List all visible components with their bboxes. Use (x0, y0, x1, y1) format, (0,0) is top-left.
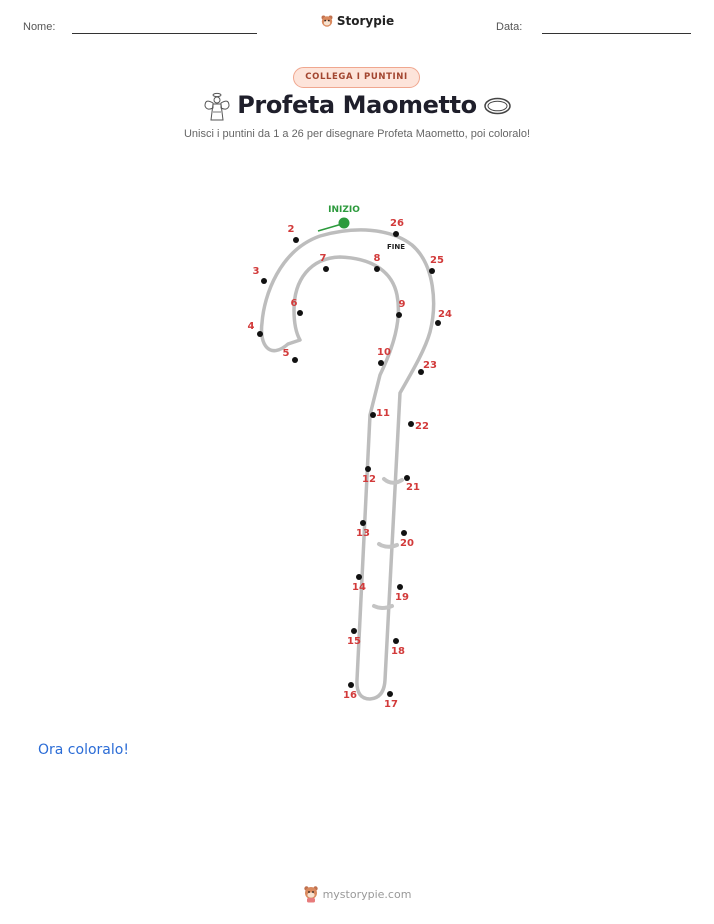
puzzle-dot (257, 331, 263, 337)
dots-layer (248, 218, 452, 711)
dot-number: 13 (356, 528, 370, 539)
puzzle-dot (397, 584, 403, 590)
footer-site: mystorypie.com (322, 887, 412, 901)
puzzle-dot (401, 530, 407, 536)
dot-number: 9 (398, 299, 406, 310)
dot-number: 24 (438, 309, 452, 320)
dot-number: 20 (400, 538, 414, 549)
dot-number: 4 (247, 321, 255, 332)
puzzle-dot (396, 312, 402, 318)
brand-name: Storypie (336, 14, 395, 28)
instructions: Unisci i puntini da 1 a 26 per disegnare Profeta Maometto, poi coloralo! (183, 128, 531, 140)
puzzle-dot (387, 691, 393, 697)
dot-number: 14 (352, 582, 366, 593)
dot-number: 25 (430, 255, 444, 266)
puzzle-dot (297, 310, 303, 316)
dot-number: 11 (376, 408, 390, 419)
dot-number: 22 (415, 421, 429, 432)
puzzle-dot (393, 638, 399, 644)
start-pointer (318, 224, 342, 231)
puzzle-dot (365, 466, 371, 472)
storypie-mascot-icon (303, 885, 319, 903)
puzzle-dot (348, 682, 354, 688)
puzzle-dot (323, 266, 329, 272)
dot-number: 10 (377, 347, 391, 358)
dot-number: 26 (390, 218, 404, 229)
dot-number: 8 (373, 253, 381, 264)
puzzle-dot (292, 357, 298, 363)
start-label: INIZIO (328, 205, 360, 215)
activity-badge: COLLEGA I PUNTINI (293, 67, 420, 88)
puzzle-dot (378, 360, 384, 366)
date-label: Data: (496, 21, 523, 33)
puzzle-dot (429, 268, 435, 274)
page-title: Profeta Maometto (237, 91, 477, 119)
dot-number: 19 (395, 592, 409, 603)
dot-number: 18 (391, 646, 405, 657)
candy-cane-outline (262, 230, 434, 699)
color-it-prompt: Ora coloralo! (38, 742, 129, 758)
puzzle-dot (393, 231, 399, 237)
dot-number: 15 (347, 636, 361, 647)
dot-number: 16 (343, 690, 357, 701)
puzzle-dot (360, 520, 366, 526)
dot-number: 5 (282, 348, 290, 359)
puzzle-dot (293, 237, 299, 243)
dot-number: 3 (252, 266, 260, 277)
puzzle-dot (435, 320, 441, 326)
end-label: FINE (386, 243, 406, 251)
dot-number: 23 (423, 360, 437, 371)
puzzle-dot (404, 475, 410, 481)
puzzle-dot (374, 266, 380, 272)
puzzle-dot (356, 574, 362, 580)
name-label: Nome: (23, 21, 56, 33)
dot-number: 2 (287, 224, 295, 235)
dot-number: 21 (406, 482, 420, 493)
dot-number: 7 (319, 253, 327, 264)
puzzle-dot (261, 278, 267, 284)
footer (0, 885, 714, 908)
start-dot (339, 218, 350, 229)
puzzle-dot (351, 628, 357, 634)
dot-number: 17 (384, 699, 398, 710)
dot-number: 6 (290, 298, 298, 309)
puzzle-dot (408, 421, 414, 427)
dot-number: 12 (362, 474, 376, 485)
